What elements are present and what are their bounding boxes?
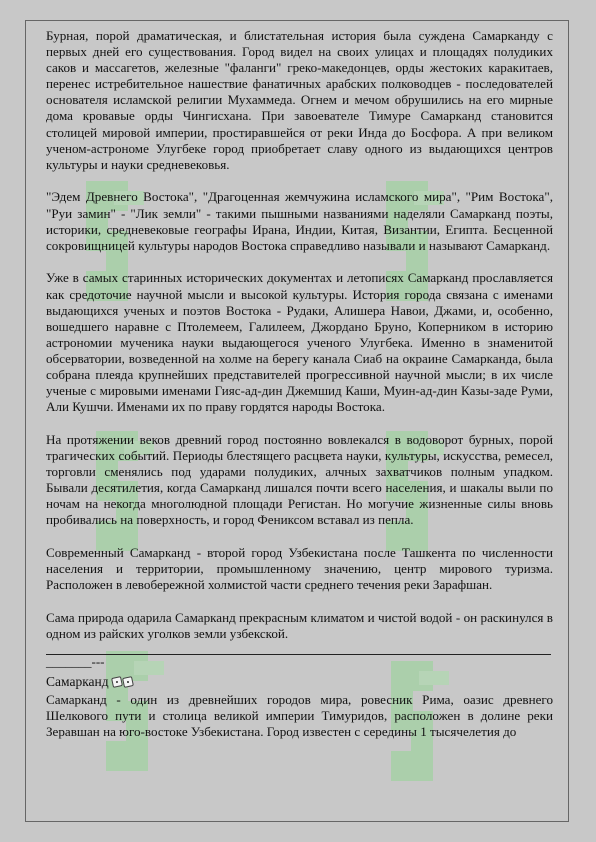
- dice-icon: [112, 677, 134, 687]
- paragraph: Бурная, порой драматическая, и блистательная история была суждена Самарканду с первых дней его существования. Город видел на своих улицах и площадях полудиких саков и массагетов, железные "фаланги" греко-македонцев, орды жестоких каракитаев, перенес истребительное нашествие фанатичных арабских полководцев - последователей основателя исламской религии Мухаммеда. Огнем и мечом обрушились на его мирные дома кровавые орды Чингисхана. При завоевателе Тимуре Самарканд становится столицей мировой империи, простиравшейся от реки Инда до Босфора. А при великом ученом-астрономе Улугбеке город приобретает славу одного из выдающихся центров культуры и науки средневековья.: [46, 28, 553, 172]
- paragraph: "Эдем Древнего Востока", "Драгоценная жемчужина исламского мира", "Рим Востока", "Руи замин" - "Лик земли" - такими пышными названиями наделяли Самарканд поэты, историки, средневековые географы Ирана, Индии, Китая, Византии, Египта. Бесценной сокровищницей культуры народов Востока справедливо называли и называют Самарканд.: [46, 189, 553, 253]
- paragraph: Современный Самарканд - второй город Узбекистана после Ташкента по численности населения и территории, промышленному значению, центр мирового туризма. Расположен в левобережной холмистой части среднего течения реки Зарафшан.: [46, 545, 553, 593]
- document-body: [46, 28, 553, 757]
- paragraph: Самарканд - один из древнейших городов мира, ровесник Рима, оазис древнего Шелкового пути и столица великой империи Тимуридов, расположен в долине реки Зеравшан на юго-востоке Узбекистана. Город известен с середины 1 тысячелетия до: [46, 692, 553, 740]
- document-page: [25, 20, 569, 822]
- paragraph: На протяжении веков древний город постоянно вовлекался в водоворот бурных, порой трагических событий. Периоды блестящего расцвета науки, культуры, искусства, ремесел, торговли сменялись под ударами полудиких, алчных захватчиков полным упадком. Бывали десятилетия, когда Самарканд лишался почти всего населения, и шакалы выли по ночам на некогда многолюдной площади Регистан. Но могучие жизненные силы вновь пробивались на поверхность, и город Фениксом вставал из пепла.: [46, 431, 553, 528]
- section-heading: [46, 673, 553, 690]
- paragraph: Сама природа одарила Самарканд прекрасным климатом и чистой водой - он раскинулся в одном из райских уголков земли узбекской.: [46, 609, 553, 641]
- section-heading-text: Самарканд: [46, 674, 109, 690]
- divider-tail: _______---: [46, 654, 105, 670]
- paragraph: Уже в самых старинных исторических документах и летописях Самарканд прославляется как средоточие научной мысли и высокой культуры. История города связана с именами выдающихся ученых и поэтов Востока - Рудаки, Алишера Навои, Джами, и, особенно, вошедшего наравне с Птолемеем, Галилеем, Джордано Бруно, Коперником в историю астрономии мученика науки выдающегося ученого Улугбека. Именно в знаменитой обсерватории, возведенной на холме на берегу канала Сиаб на окраине Самарканда, была собрана плеяда крупнейших представителей прогрессивной научной мысли; в их числе ученые с мировыми именами Гияс-ад-дин Джемшид Каши, Муин-ад-дин Казы-заде Руми, Али Кушчи. Именами их по праву гордятся народы Востока.: [46, 270, 553, 415]
